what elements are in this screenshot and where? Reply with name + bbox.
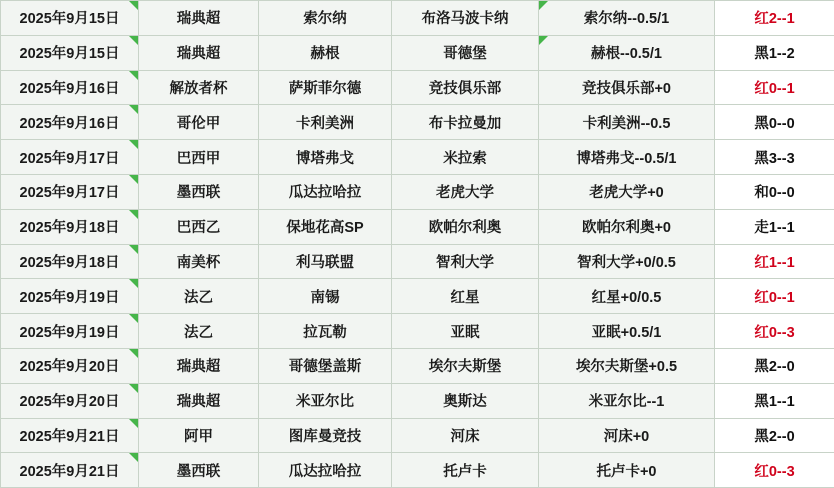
cell-league (139, 1, 259, 36)
cell-pick (539, 244, 715, 279)
away-team-text: 托卢卡 (443, 463, 487, 480)
cell-date (1, 35, 139, 70)
date-text: 2025年9月18日 (19, 254, 120, 271)
cell-result (715, 279, 834, 314)
cell-home-team (259, 174, 392, 209)
cell-date (1, 348, 139, 383)
corner-flag-icon (129, 279, 138, 288)
cell-date (1, 244, 139, 279)
cell-away-team (392, 1, 539, 36)
league-text: 巴西乙 (176, 220, 221, 237)
league-text: 墨西联 (176, 185, 221, 202)
date-text: 2025年9月21日 (19, 428, 120, 445)
pick-text: 欧帕尔利奥+0 (581, 220, 672, 237)
away-team-text: 智利大学 (436, 254, 494, 271)
date-text: 2025年9月19日 (19, 324, 120, 341)
cell-pick (539, 105, 715, 140)
date-text: 2025年9月18日 (19, 220, 120, 237)
cell-league (139, 348, 259, 383)
cell-league (139, 279, 259, 314)
date-text: 2025年9月15日 (19, 46, 120, 63)
date-text: 2025年9月19日 (19, 289, 120, 306)
corner-flag-icon (129, 105, 138, 114)
cell-result (715, 453, 834, 488)
corner-flag-icon (129, 1, 138, 10)
cell-home-team (259, 418, 392, 453)
league-text: 瑞典超 (176, 394, 221, 411)
cell-away-team (392, 105, 539, 140)
home-team-text: 博塔弗戈 (296, 150, 354, 167)
league-text: 哥伦甲 (176, 115, 221, 132)
result-text: 红0--3 (754, 324, 795, 341)
cell-home-team (259, 244, 392, 279)
result-text: 红2--1 (754, 11, 795, 28)
cell-date (1, 418, 139, 453)
away-team-text: 米拉索 (443, 150, 487, 167)
cell-away-team (392, 140, 539, 175)
corner-flag-icon (129, 210, 138, 219)
cell-date (1, 314, 139, 349)
league-text: 南美杯 (176, 254, 221, 271)
cell-away-team (392, 418, 539, 453)
date-text: 2025年9月16日 (19, 80, 120, 97)
corner-flag-icon (129, 71, 138, 80)
cell-result (715, 314, 834, 349)
cell-pick (539, 209, 715, 244)
cell-home-team (259, 348, 392, 383)
date-text: 2025年9月21日 (19, 463, 120, 480)
cell-away-team (392, 35, 539, 70)
table-row (1, 348, 834, 383)
cell-date (1, 1, 139, 36)
cell-league (139, 453, 259, 488)
away-team-text: 竞技俱乐部 (428, 80, 502, 97)
result-text: 黑2--0 (754, 359, 795, 376)
table-row (1, 453, 834, 488)
cell-home-team (259, 383, 392, 418)
pick-text: 托卢卡+0 (596, 463, 657, 480)
pick-text: 河床+0 (603, 428, 650, 445)
table-row (1, 105, 834, 140)
pick-text: 博塔弗戈--0.5/1 (576, 150, 677, 167)
date-text: 2025年9月20日 (19, 394, 120, 411)
table-row (1, 279, 834, 314)
cell-league (139, 244, 259, 279)
cell-away-team (392, 348, 539, 383)
away-team-text: 布卡拉曼加 (428, 115, 502, 132)
cell-result (715, 70, 834, 105)
table-row (1, 244, 834, 279)
date-text: 2025年9月17日 (19, 185, 120, 202)
away-team-text: 奥斯达 (443, 394, 487, 411)
cell-result (715, 105, 834, 140)
table-row (1, 418, 834, 453)
table-row (1, 1, 834, 36)
cell-result (715, 383, 834, 418)
cell-away-team (392, 174, 539, 209)
result-text: 红0--1 (754, 289, 795, 306)
result-text: 黑3--3 (754, 150, 795, 167)
home-team-text: 利马联盟 (296, 254, 354, 271)
result-text: 黑1--1 (754, 394, 795, 411)
cell-pick (539, 35, 715, 70)
cell-date (1, 383, 139, 418)
result-text: 和0--0 (754, 185, 795, 202)
pick-text: 赫根--0.5/1 (591, 46, 662, 63)
table-row (1, 174, 834, 209)
cell-league (139, 140, 259, 175)
corner-flag-icon (129, 175, 138, 184)
home-team-text: 瓜达拉哈拉 (288, 185, 362, 202)
home-team-text: 哥德堡盖斯 (288, 359, 362, 376)
cell-date (1, 105, 139, 140)
corner-flag-icon (129, 419, 138, 428)
date-text: 2025年9月16日 (19, 115, 120, 132)
home-team-text: 索尔纳 (303, 11, 347, 28)
cell-league (139, 70, 259, 105)
home-team-text: 图库曼竞技 (288, 428, 362, 445)
table-row (1, 70, 834, 105)
home-team-text: 米亚尔比 (296, 394, 354, 411)
result-text: 黑2--0 (754, 428, 795, 445)
cell-home-team (259, 105, 392, 140)
result-text: 走1--1 (754, 220, 795, 237)
cell-result (715, 244, 834, 279)
pick-text: 竞技俱乐部+0 (581, 80, 672, 97)
cell-date (1, 453, 139, 488)
home-team-text: 瓜达拉哈拉 (288, 463, 362, 480)
cell-pick (539, 348, 715, 383)
pick-text: 亚眠+0.5/1 (591, 324, 662, 341)
cell-away-team (392, 70, 539, 105)
home-team-text: 卡利美洲 (296, 115, 354, 132)
result-text: 红1--1 (754, 254, 795, 271)
pick-text: 埃尔夫斯堡+0.5 (575, 359, 678, 376)
cell-result (715, 35, 834, 70)
cell-away-team (392, 279, 539, 314)
cell-date (1, 279, 139, 314)
cell-away-team (392, 209, 539, 244)
home-team-text: 南锡 (310, 289, 340, 306)
corner-flag-icon (129, 384, 138, 393)
cell-pick (539, 418, 715, 453)
table-row (1, 383, 834, 418)
league-text: 瑞典超 (176, 46, 221, 63)
corner-flag-icon (539, 36, 548, 45)
away-team-text: 埃尔夫斯堡 (428, 359, 502, 376)
league-text: 墨西联 (176, 463, 221, 480)
cell-home-team (259, 140, 392, 175)
pick-text: 智利大学+0/0.5 (577, 254, 676, 271)
away-team-text: 红星 (450, 289, 480, 306)
cell-away-team (392, 453, 539, 488)
cell-pick (539, 279, 715, 314)
date-text: 2025年9月20日 (19, 359, 120, 376)
cell-home-team (259, 453, 392, 488)
cell-home-team (259, 35, 392, 70)
cell-league (139, 209, 259, 244)
corner-flag-icon (129, 140, 138, 149)
corner-flag-icon (129, 245, 138, 254)
pick-text: 卡利美洲--0.5 (582, 115, 671, 132)
league-text: 法乙 (184, 289, 213, 306)
cell-home-team (259, 70, 392, 105)
cell-league (139, 418, 259, 453)
table-row (1, 140, 834, 175)
cell-league (139, 314, 259, 349)
result-text: 黑1--2 (754, 46, 795, 63)
cell-pick (539, 70, 715, 105)
away-team-text: 布洛马波卡纳 (421, 11, 509, 28)
result-text: 红0--3 (754, 463, 795, 480)
result-text: 黑0--0 (754, 115, 795, 132)
home-team-text: 萨斯菲尔德 (288, 80, 362, 97)
corner-flag-icon (129, 36, 138, 45)
league-text: 阿甲 (184, 428, 213, 445)
pick-text: 索尔纳--0.5/1 (583, 11, 670, 28)
cell-result (715, 140, 834, 175)
pick-text: 米亚尔比--1 (588, 394, 665, 411)
cell-pick (539, 453, 715, 488)
cell-date (1, 174, 139, 209)
corner-flag-icon (129, 349, 138, 358)
corner-flag-icon (129, 314, 138, 323)
cell-home-team (259, 209, 392, 244)
away-team-text: 亚眠 (450, 324, 480, 341)
cell-league (139, 105, 259, 140)
away-team-text: 河床 (450, 428, 480, 445)
home-team-text: 赫根 (310, 46, 340, 63)
cell-league (139, 35, 259, 70)
league-text: 瑞典超 (176, 359, 221, 376)
cell-date (1, 70, 139, 105)
cell-pick (539, 1, 715, 36)
table-row (1, 209, 834, 244)
cell-date (1, 140, 139, 175)
league-text: 瑞典超 (176, 11, 221, 28)
corner-flag-icon (539, 1, 548, 10)
pick-text: 红星+0/0.5 (591, 289, 662, 306)
cell-away-team (392, 314, 539, 349)
cell-result (715, 348, 834, 383)
date-text: 2025年9月15日 (19, 11, 120, 28)
cell-pick (539, 174, 715, 209)
cell-result (715, 1, 834, 36)
cell-result (715, 418, 834, 453)
away-team-text: 欧帕尔利奥 (428, 220, 502, 237)
home-team-text: 拉瓦勒 (303, 324, 347, 341)
league-text: 解放者杯 (169, 80, 228, 97)
league-text: 巴西甲 (176, 150, 221, 167)
away-team-text: 老虎大学 (436, 185, 494, 202)
cell-pick (539, 314, 715, 349)
league-text: 法乙 (184, 324, 213, 341)
pick-text: 老虎大学+0 (589, 185, 664, 202)
home-team-text: 保地花高SP (286, 220, 364, 237)
away-team-text: 哥德堡 (443, 46, 487, 63)
corner-flag-icon (129, 453, 138, 462)
cell-result (715, 174, 834, 209)
cell-pick (539, 140, 715, 175)
cell-date (1, 209, 139, 244)
cell-pick (539, 383, 715, 418)
cell-result (715, 209, 834, 244)
cell-league (139, 174, 259, 209)
cell-away-team (392, 244, 539, 279)
table-row (1, 314, 834, 349)
table-row (1, 35, 834, 70)
cell-home-team (259, 314, 392, 349)
cell-home-team (259, 279, 392, 314)
date-text: 2025年9月17日 (19, 150, 120, 167)
cell-home-team (259, 1, 392, 36)
cell-away-team (392, 383, 539, 418)
cell-league (139, 383, 259, 418)
result-text: 红0--1 (754, 80, 795, 97)
table-body (1, 1, 834, 488)
